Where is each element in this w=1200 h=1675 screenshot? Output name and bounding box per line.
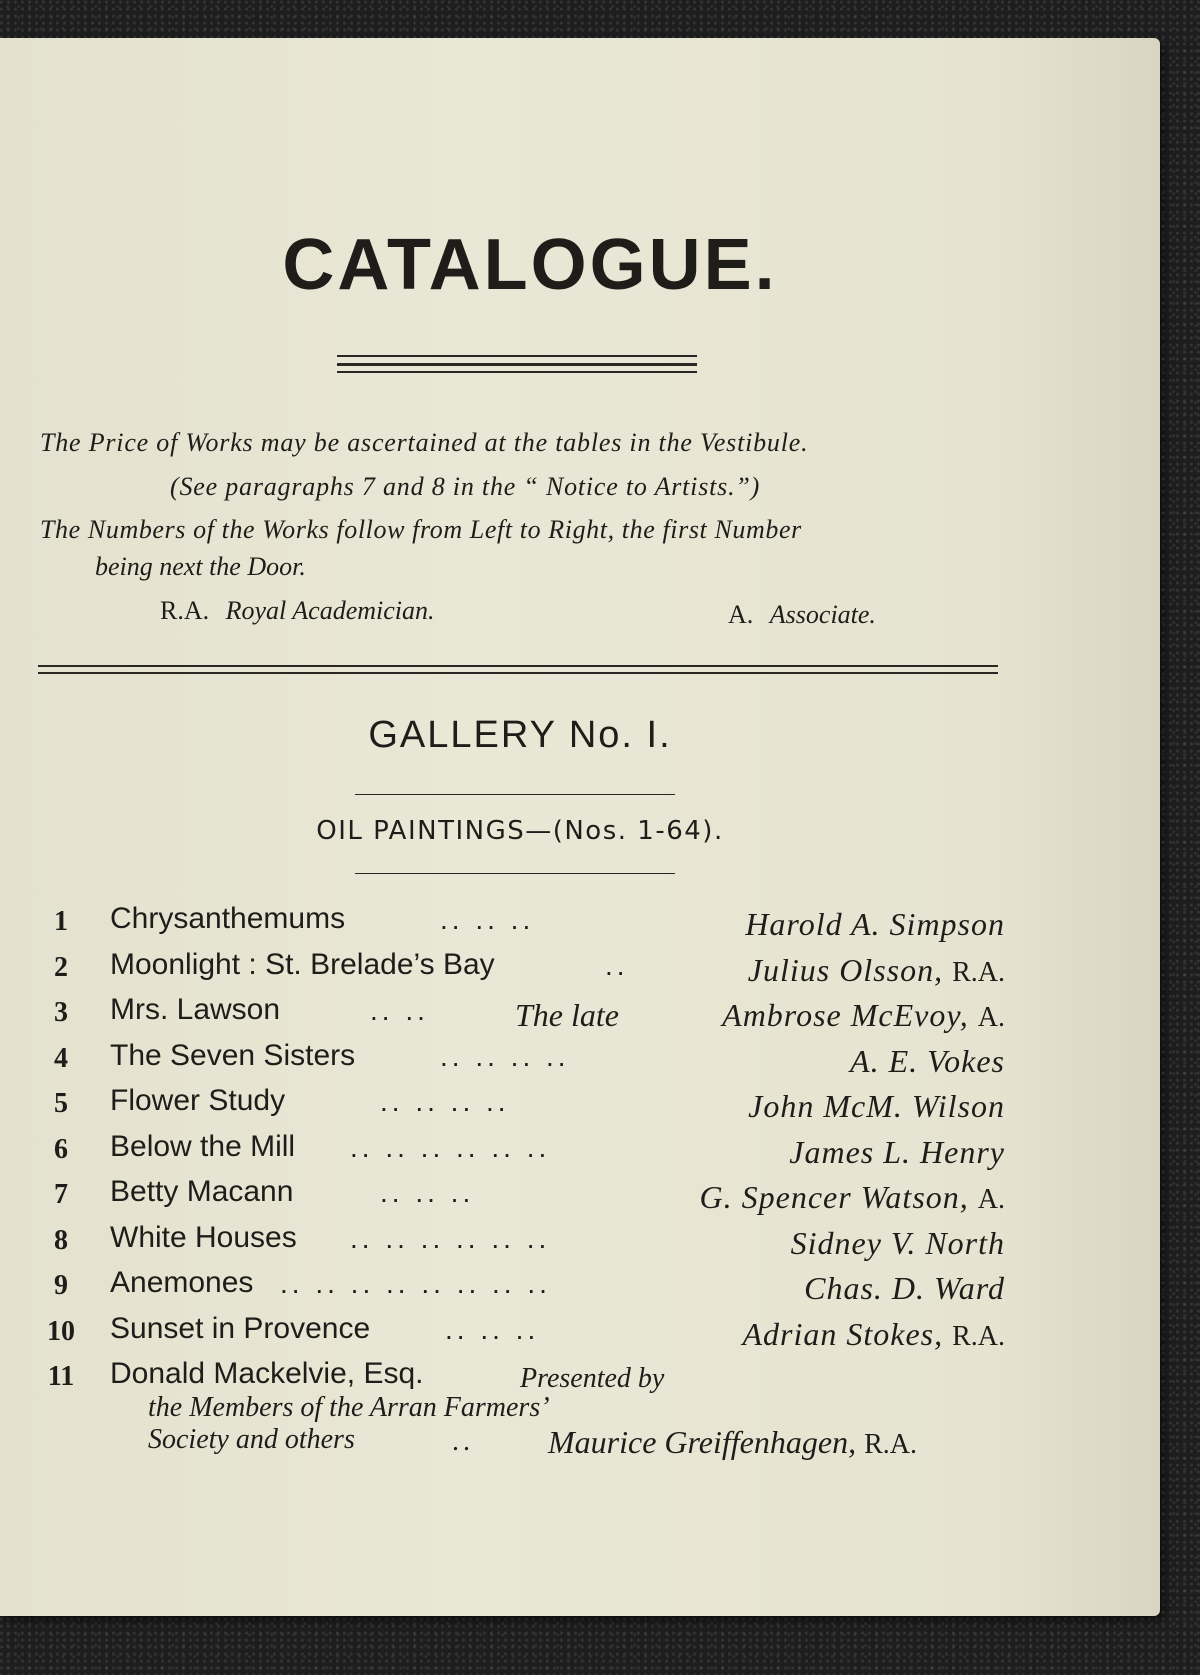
entry-title: Flower Study xyxy=(110,1084,286,1117)
entry-5 xyxy=(40,1082,1005,1128)
entry-title: Betty Macann xyxy=(110,1175,294,1208)
entry-leader-dots: .. .. .. xyxy=(445,1313,540,1345)
artist-rank: R.A. xyxy=(952,1320,1005,1352)
entry-title: Anemones xyxy=(110,1266,254,1299)
artist-name: Sidney V. North xyxy=(790,1224,1005,1261)
entry-title: Below the Mill xyxy=(110,1129,296,1163)
entry-artist xyxy=(789,1134,1005,1171)
entry-title: Moonlight : St. Brelade’s Bay xyxy=(110,947,495,981)
abbreviation-ra xyxy=(160,596,435,626)
entry-number: 3 xyxy=(54,997,68,1028)
entry-list xyxy=(40,900,1005,1401)
entry-number: 10 xyxy=(47,1315,75,1347)
abbreviation-ra-meaning: Royal Academician. xyxy=(225,596,435,625)
entry-note: Presented by xyxy=(520,1363,665,1394)
entry-title: Chrysanthemums xyxy=(110,902,346,935)
paragraph-reference: (See paragraphs 7 and 8 in the “ Notice to Artists.”) xyxy=(170,472,761,501)
abbreviation-a-code: A. xyxy=(728,600,754,629)
artist-name: Ambrose McEvoy, xyxy=(722,997,969,1033)
entry-number: 1 xyxy=(54,906,68,937)
entry-title: Sunset in Provence xyxy=(110,1311,371,1345)
entry-leader-dots: .. .. .. xyxy=(440,904,535,935)
entry-11-dots: .. xyxy=(452,1426,474,1457)
entry-leader-dots: .. .. xyxy=(370,995,429,1026)
entry-title: The Seven Sisters xyxy=(110,1038,356,1072)
artist-rank: A. xyxy=(977,1184,1005,1215)
entry-number: 4 xyxy=(54,1042,68,1074)
entry-6 xyxy=(40,1128,1005,1174)
entry-number: 6 xyxy=(54,1133,68,1165)
abbreviation-ra-code: R.A. xyxy=(160,596,210,625)
entry-9 xyxy=(40,1264,1005,1310)
artist-name: A. E. Vokes xyxy=(850,1042,1005,1079)
artist-name: Harold A. Simpson xyxy=(745,906,1005,942)
entry-11-line-2: the Members of the Arran Farmers’ xyxy=(148,1392,550,1423)
artist-name: Maurice Greiffenhagen, xyxy=(548,1424,857,1460)
artist-name: Chas. D. Ward xyxy=(804,1270,1005,1306)
abbreviation-a xyxy=(728,600,876,630)
entry-artist xyxy=(700,1179,1005,1216)
entry-number: 9 xyxy=(54,1270,68,1301)
entry-artist xyxy=(748,952,1005,989)
entry-2 xyxy=(40,946,1005,992)
title-rule-top xyxy=(337,355,697,357)
artist-rank: A. xyxy=(977,1002,1005,1033)
section-title-rule xyxy=(355,873,675,874)
page-title: CATALOGUE. xyxy=(282,225,778,305)
entry-number: 7 xyxy=(54,1179,68,1210)
entry-artist xyxy=(791,1225,1005,1262)
entry-leader-dots: .. .. .. .. xyxy=(440,1040,570,1072)
title-rule-bottom xyxy=(337,363,697,366)
artist-name: G. Spencer Watson, xyxy=(699,1179,969,1215)
artist-name: Julius Olsson, xyxy=(747,951,944,988)
entry-11-artist xyxy=(548,1424,917,1461)
section-rule-top xyxy=(38,665,998,667)
entry-artist xyxy=(804,1270,1005,1307)
entry-title: White Houses xyxy=(110,1220,297,1254)
entry-leader-dots: .. .. .. .. .. .. .. .. xyxy=(280,1268,551,1299)
entry-artist xyxy=(742,1316,1005,1353)
entry-11-line-3: Society and others xyxy=(148,1424,355,1455)
entry-artist xyxy=(748,1088,1005,1125)
price-note: The Price of Works may be ascertained at the tables in the Vestibule. xyxy=(40,428,809,457)
entry-leader-dots: .. xyxy=(605,949,629,981)
entry-prefix: The late xyxy=(515,997,619,1033)
entry-10 xyxy=(40,1310,1005,1356)
entry-leader-dots: .. .. .. .. .. .. xyxy=(350,1222,551,1254)
entry-leader-dots: .. .. .. .. .. .. xyxy=(350,1131,551,1163)
numbering-note: The Numbers of the Works follow from Left to Right, the first Number xyxy=(40,515,802,544)
title-rule-third xyxy=(337,371,697,373)
artist-name: John McM. Wilson xyxy=(748,1088,1005,1124)
gallery-rule xyxy=(355,794,675,795)
section-rule-bottom xyxy=(38,672,998,674)
entry-leader-dots: .. .. .. .. xyxy=(380,1086,510,1117)
entry-8 xyxy=(40,1219,1005,1265)
entry-7 xyxy=(40,1173,1005,1219)
gallery-title: GALLERY No. I. xyxy=(368,714,672,756)
numbering-note-continued: being next the Door. xyxy=(95,552,306,581)
artist-name: James L. Henry xyxy=(789,1133,1005,1170)
artist-rank: R.A. xyxy=(952,956,1005,988)
entry-title: Donald Mackelvie, Esq. xyxy=(110,1357,424,1390)
entry-artist xyxy=(722,997,1005,1034)
entry-artist xyxy=(850,1043,1005,1080)
section-title: OIL PAINTINGS—(Nos. 1-64). xyxy=(316,816,724,846)
entry-number: 8 xyxy=(54,1224,68,1256)
entry-artist xyxy=(745,906,1005,943)
artist-name: Adrian Stokes, xyxy=(742,1315,944,1352)
artist-rank: R.A. xyxy=(864,1429,917,1460)
entry-1 xyxy=(40,900,1005,946)
abbreviation-a-meaning: Associate. xyxy=(769,600,876,629)
entry-title: Mrs. Lawson xyxy=(110,993,281,1026)
entry-3 xyxy=(40,991,1005,1037)
entry-number: 2 xyxy=(54,951,68,983)
entry-number: 11 xyxy=(47,1361,75,1392)
entry-leader-dots: .. .. .. xyxy=(380,1177,475,1208)
entry-number: 5 xyxy=(54,1088,68,1119)
entry-4 xyxy=(40,1037,1005,1083)
